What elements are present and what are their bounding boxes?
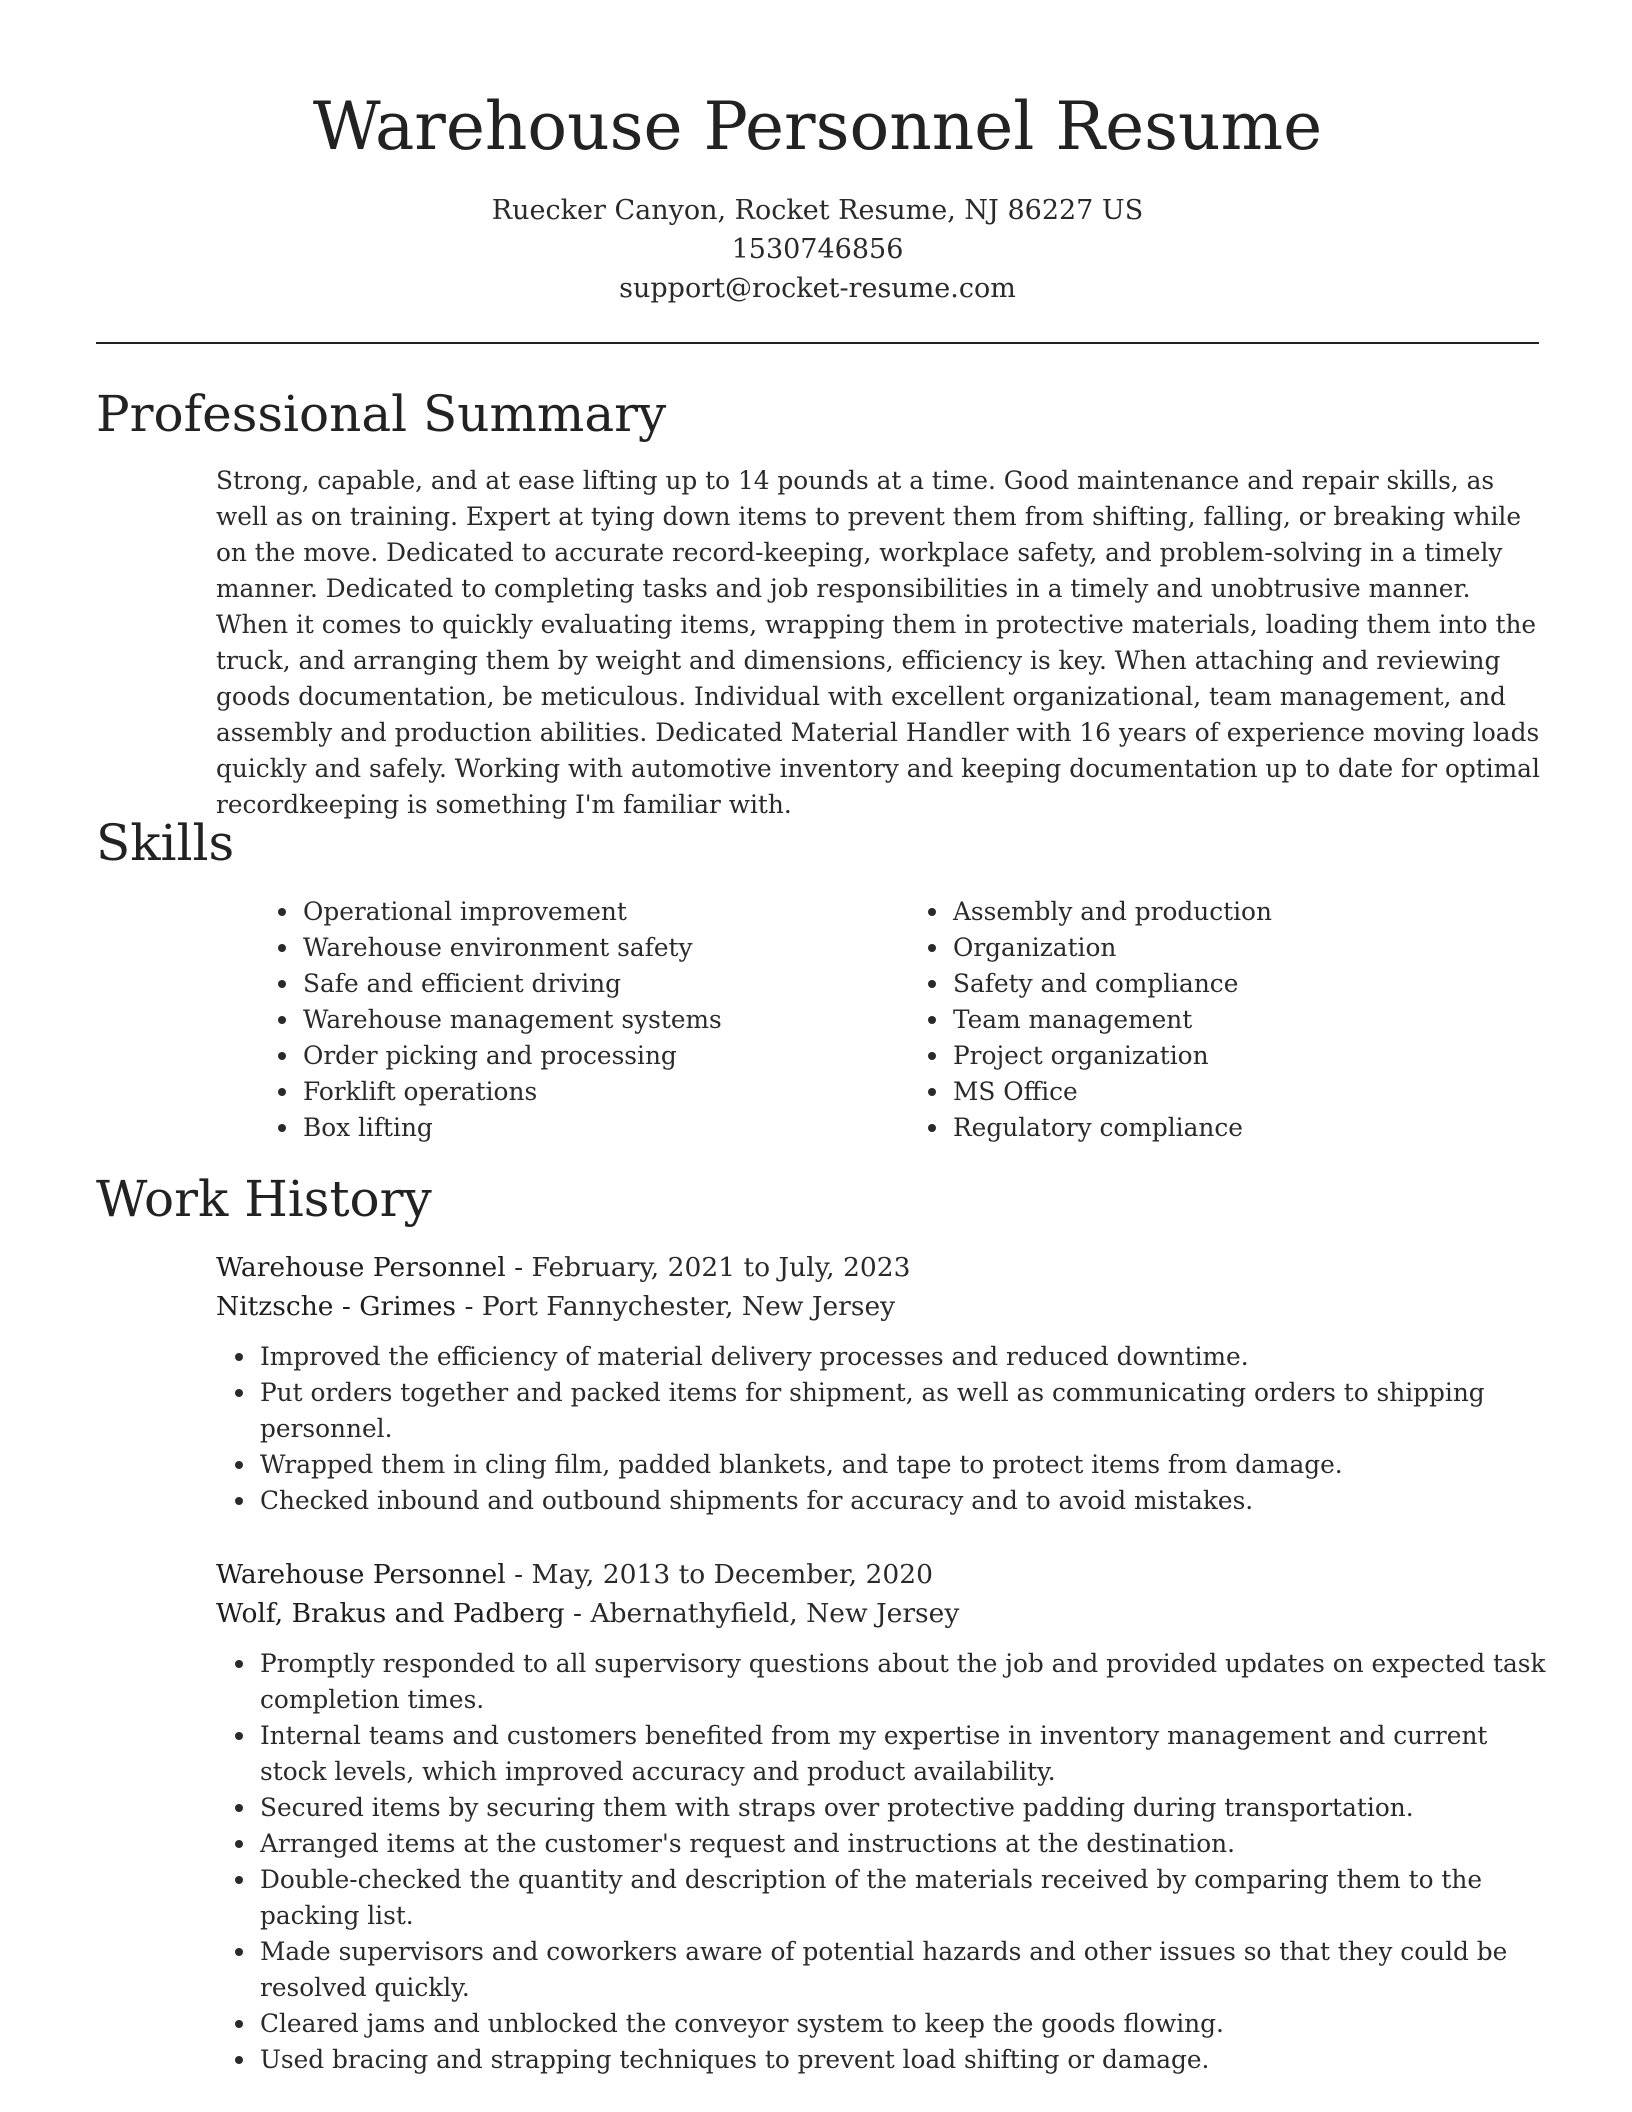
list-item: Box lifting xyxy=(259,1110,879,1146)
list-item: Made supervisors and coworkers aware of potential hazards and other issues so that they could be resolved quickly. xyxy=(216,1934,1546,2006)
job-title-line xyxy=(216,1555,1546,1594)
job-duties-list xyxy=(172,1339,1546,1519)
job-title-line xyxy=(216,1248,1546,1287)
list-item: Secured items by securing them with straps over protective padding during transportation. xyxy=(216,1790,1546,1826)
list-item: Double-checked the quantity and description of the materials received by comparing them to the packing list. xyxy=(216,1862,1546,1934)
job-company-line xyxy=(216,1594,1546,1633)
job-separator: - xyxy=(514,1559,532,1590)
job-separator: - xyxy=(514,1252,532,1283)
job-entry xyxy=(216,1248,1546,1519)
list-item: Arranged items at the customer's request and instructions at the destination. xyxy=(216,1826,1546,1862)
job-separator: - xyxy=(464,1291,482,1322)
job-position: Warehouse Personnel xyxy=(216,1252,506,1283)
list-item: MS Office xyxy=(909,1074,1529,1110)
list-item: Order picking and processing xyxy=(259,1038,879,1074)
section-title-work-history: Work History xyxy=(96,1170,432,1228)
list-item: Safe and efficient driving xyxy=(259,966,879,1002)
job-separator: - xyxy=(573,1598,591,1629)
list-item: Project organization xyxy=(909,1038,1529,1074)
list-item: Wrapped them in cling film, padded blankets, and tape to protect items from damage. xyxy=(216,1447,1546,1483)
job-duties-list xyxy=(172,1646,1546,2078)
job-location: Port Fannychester, New Jersey xyxy=(481,1291,896,1322)
resume-title: Warehouse Personnel Resume xyxy=(312,88,1323,165)
contact-address: Ruecker Canyon, Rocket Resume, NJ 86227 US xyxy=(491,195,1144,226)
list-item: Internal teams and customers benefited from my expertise in inventory management and current stock levels, which improved accuracy and product availability. xyxy=(216,1718,1546,1790)
list-item: Assembly and production xyxy=(909,894,1529,930)
job-location: Abernathyfield, New Jersey xyxy=(590,1598,960,1629)
contact-phone: 1530746856 xyxy=(731,234,904,265)
list-item: Warehouse environment safety xyxy=(259,930,879,966)
skills-list-left xyxy=(259,894,879,1146)
list-item: Checked inbound and outbound shipments for accuracy and to avoid mistakes. xyxy=(216,1483,1546,1519)
job-company-line xyxy=(216,1287,1546,1326)
contact-email: support@rocket-resume.com xyxy=(619,273,1016,304)
job-position: Warehouse Personnel xyxy=(216,1559,506,1590)
section-title-skills: Skills xyxy=(96,814,235,872)
list-item: Improved the efficiency of material delivery processes and reduced downtime. xyxy=(216,1339,1546,1375)
list-item: Safety and compliance xyxy=(909,966,1529,1002)
job-dates: May, 2013 to December, 2020 xyxy=(531,1559,933,1590)
list-item: Operational improvement xyxy=(259,894,879,930)
job-entry xyxy=(216,1555,1546,2078)
list-item: Put orders together and packed items for shipment, as well as communicating orders to shipping personnel. xyxy=(216,1375,1546,1447)
list-item: Used bracing and strapping techniques to prevent load shifting or damage. xyxy=(216,2042,1546,2078)
job-company: Nitzsche - Grimes xyxy=(216,1291,456,1322)
job-company: Wolf, Brakus and Padberg xyxy=(216,1598,565,1629)
skills-list-right xyxy=(909,894,1529,1146)
list-item: Forklift operations xyxy=(259,1074,879,1110)
header-divider xyxy=(96,342,1539,344)
contact-block xyxy=(96,191,1539,308)
job-dates: February, 2021 to July, 2023 xyxy=(531,1252,911,1283)
section-title-summary: Professional Summary xyxy=(96,385,667,443)
list-item: Regulatory compliance xyxy=(909,1110,1529,1146)
summary-text: Strong, capable, and at ease lifting up to 14 pounds at a time. Good maintenance and repair skills, as well as on training. Expert at tying down items to prevent them from shifting, falling, or breaking while on the move. Dedicated to accurate record-keeping, workplace safety, and problem-solving in a timely manner. Dedicated to completing tasks and job responsibilities in a timely and unobtrusive manner. When it comes to quickly evaluating items, wrapping them in protective materials, loading them into the truck, and arranging them by weight and dimensions, efficiency is key. When attaching and reviewing goods documentation, be meticulous. Individual with excellent organizational, team management, and assembly and production abilities. Dedicated Material Handler with 16 years of experience moving loads quickly and safely. Working with automotive inventory and keeping documentation up to date for optimal recordkeeping is something I'm familiar with. xyxy=(216,466,1540,819)
list-item: Organization xyxy=(909,930,1529,966)
list-item: Promptly responded to all supervisory questions about the job and provided updates on expected task completion times. xyxy=(216,1646,1546,1718)
list-item: Team management xyxy=(909,1002,1529,1038)
list-item: Warehouse management systems xyxy=(259,1002,879,1038)
list-item: Cleared jams and unblocked the conveyor system to keep the goods flowing. xyxy=(216,2006,1546,2042)
